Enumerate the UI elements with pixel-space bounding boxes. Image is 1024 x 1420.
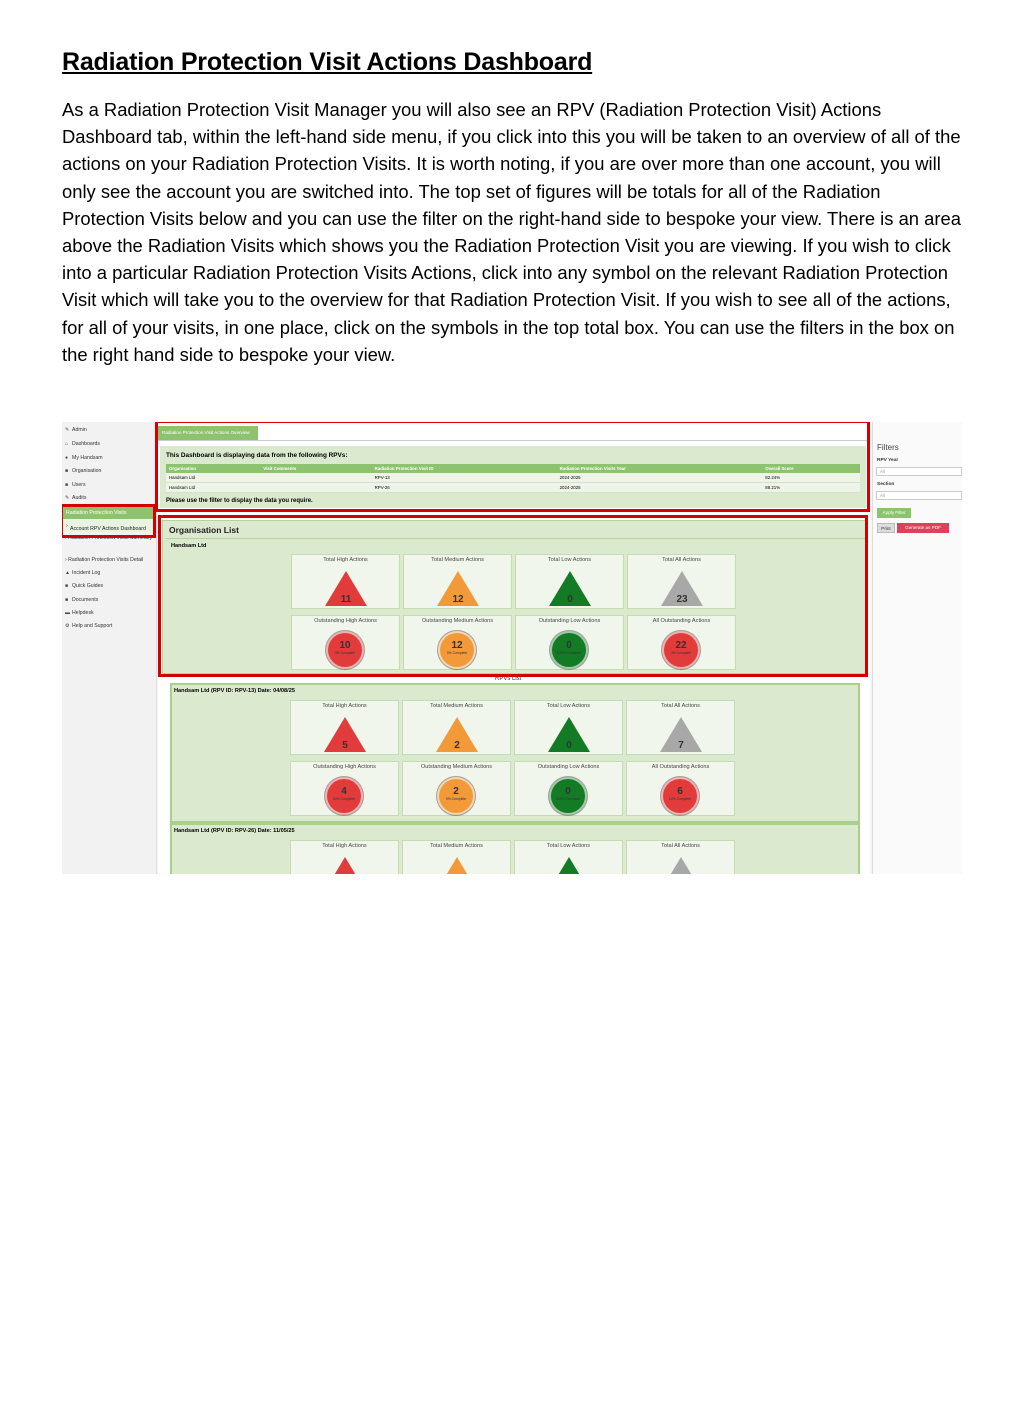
outstanding-count: 4 bbox=[341, 786, 347, 797]
sidebar-item-label: Incident Log bbox=[72, 570, 101, 576]
outstanding-count: 22 bbox=[675, 640, 687, 651]
action-count: 23 bbox=[676, 594, 688, 605]
card-label: Total High Actions bbox=[322, 843, 367, 849]
sidebar-item-organisation[interactable] bbox=[65, 468, 101, 475]
outstanding-action-card[interactable] bbox=[402, 761, 511, 816]
status-circle-icon[interactable] bbox=[549, 777, 587, 815]
triangle-shape bbox=[548, 857, 590, 874]
document-body-text: As a Radiation Protection Visit Manager you will also see an RPV (Radiation Protection Visit) Actions Dashboard tab, within the left-hand side menu, if you click into this you will be taken to an overview of all of the actions on your Radiation Protection Visits. It is worth noting, if you are over more than one account, you will only see the account you are switched into. The top set of figures will be totals for all of the Radiation Protection Visits below and you can use the filter on the right-hand side to bespoke your view. There is an area above the Radiation Visits which shows you the Radiation Protection Visit you are viewing. If you wish to click into a particular Radiation Protection Visits Actions, click into any symbol on the relevant Radiation Protection Visit which will take you to the overview for that Radiation Protection Visit. If you wish to see all of the actions, for all of your visits, in one place, click on the symbols in the top total box. You can use the filters in the box on the right hand side to bespoke your view. bbox=[62, 99, 961, 365]
action-total-card[interactable] bbox=[626, 840, 735, 874]
table-cell: 2024-2025 bbox=[557, 473, 763, 483]
table-header[interactable]: Overall Score bbox=[762, 464, 860, 473]
rpv-panel-rpv-26 bbox=[170, 823, 860, 874]
users-icon: ■ bbox=[65, 482, 69, 488]
sidebar-item-label: Radiation Protection Visits bbox=[66, 510, 127, 516]
card-label: Total Low Actions bbox=[546, 843, 591, 849]
card-label: Total All Actions bbox=[661, 703, 700, 709]
action-count: 0 bbox=[566, 740, 572, 751]
sidebar-item-label: Helpdesk bbox=[72, 610, 94, 616]
highlight-rpv-box bbox=[155, 422, 870, 512]
card-label: All Outstanding Actions bbox=[652, 618, 711, 624]
rpv-year-select[interactable]: All bbox=[876, 467, 962, 476]
card-label: Total Medium Actions bbox=[430, 703, 483, 709]
action-count: 0 bbox=[567, 594, 573, 605]
table-header[interactable]: Visit Comments bbox=[260, 464, 371, 473]
generate-pdf-button[interactable]: Generate as PDF bbox=[897, 523, 949, 533]
sidebar-item-label: Admin bbox=[72, 427, 87, 433]
completion-text: 100% Complete bbox=[556, 651, 582, 655]
table-cell: 82.24% bbox=[762, 473, 860, 483]
table-cell: RPV-26 bbox=[372, 483, 557, 493]
wrench-icon: ✎ bbox=[65, 427, 70, 433]
rpv-panel-rpv-13 bbox=[170, 683, 860, 823]
filters-panel bbox=[872, 422, 962, 874]
sidebar-item-my-handsam[interactable] bbox=[65, 455, 103, 462]
action-count: 12 bbox=[452, 594, 464, 605]
triangle-shape bbox=[436, 857, 478, 874]
apply-filter-button[interactable]: Apply Filter bbox=[877, 508, 911, 518]
action-count: 11 bbox=[340, 594, 352, 605]
action-total-card[interactable] bbox=[514, 700, 623, 755]
sidebar-item-users[interactable] bbox=[65, 482, 86, 489]
gear-icon: ⚙ bbox=[65, 623, 70, 629]
warning-triangle-icon[interactable] bbox=[323, 855, 367, 874]
sidebar-item-label: Organisation bbox=[72, 468, 102, 474]
sidebar-item-incident-log[interactable] bbox=[65, 570, 100, 577]
organisation-name: Handsam Ltd bbox=[171, 543, 207, 549]
card-label: Outstanding Medium Actions bbox=[421, 618, 494, 624]
warning-triangle-icon[interactable] bbox=[547, 715, 591, 753]
sidebar-item-dashboards[interactable] bbox=[65, 441, 100, 448]
warning-triangle-icon[interactable] bbox=[323, 715, 367, 753]
warning-triangle-icon[interactable] bbox=[435, 855, 479, 874]
completion-text: 14% Complete bbox=[668, 797, 692, 801]
table-header[interactable]: Radiation Protection Visits Year bbox=[557, 464, 763, 473]
outstanding-action-card[interactable] bbox=[626, 761, 735, 816]
action-total-card[interactable] bbox=[290, 840, 399, 874]
card-label: Total High Actions bbox=[323, 557, 368, 563]
card-label: Outstanding High Actions bbox=[313, 764, 376, 770]
action-total-card[interactable] bbox=[402, 700, 511, 755]
triangle-shape bbox=[324, 857, 366, 874]
sidebar-item-helpdesk[interactable] bbox=[65, 610, 94, 617]
card-label: Outstanding High Actions bbox=[314, 618, 377, 624]
warning-triangle-icon[interactable] bbox=[435, 715, 479, 753]
sidebar-item-label: Dashboards bbox=[72, 441, 100, 447]
sidebar-item-label: Quick Guides bbox=[72, 583, 104, 589]
card-label: Outstanding Low Actions bbox=[537, 764, 600, 770]
filter-note: Please use the filter to display the data you require. bbox=[166, 498, 313, 504]
rpv-year-label: RPV Year bbox=[877, 458, 899, 463]
outstanding-count: 6 bbox=[677, 786, 683, 797]
filters-title: Filters bbox=[877, 443, 899, 452]
sidebar-item-label: My Handsam bbox=[72, 455, 103, 461]
sidebar-item-label: Documents bbox=[72, 597, 99, 603]
sidebar-item-rpv-detail[interactable]: › Radiation Protection Visits Detail bbox=[65, 557, 144, 563]
home-icon: ⌂ bbox=[65, 441, 69, 447]
section-select[interactable]: All bbox=[876, 491, 962, 500]
completion-text: 4% Complete bbox=[670, 651, 692, 655]
completion-text: 0% Complete bbox=[446, 651, 468, 655]
highlight-organisation-panel bbox=[158, 515, 868, 677]
print-button[interactable]: Print bbox=[877, 523, 895, 533]
warning-triangle-icon[interactable] bbox=[659, 715, 703, 753]
dashboard-screenshot bbox=[62, 422, 962, 874]
card-label: Total Medium Actions bbox=[431, 557, 484, 563]
left-sidebar bbox=[62, 422, 157, 874]
action-total-card[interactable] bbox=[290, 700, 399, 755]
table-cell: Handsam Ltd bbox=[166, 473, 260, 483]
document-title: Radiation Protection Visit Actions Dashboard bbox=[62, 48, 593, 76]
sidebar-item-label: › Account RPV Actions Dashboard bbox=[66, 523, 146, 532]
triangle-shape bbox=[660, 857, 702, 874]
card-label: Total All Actions bbox=[662, 557, 701, 563]
sidebar-item-help-and-support[interactable] bbox=[65, 623, 112, 630]
rpv-source-heading: This Dashboard is displaying data from the following RPVs: bbox=[166, 452, 348, 459]
table-header[interactable]: Radiation Protection Visit ID bbox=[372, 464, 557, 473]
folder-icon: ■ bbox=[65, 597, 69, 603]
rpv-panel-title: Handsam Ltd (RPV ID: RPV-26) Date: 11/05/25 bbox=[174, 828, 295, 834]
table-cell: Handsam Ltd bbox=[166, 483, 260, 493]
action-count: 7 bbox=[678, 740, 684, 751]
table-cell: 88.21% bbox=[762, 483, 860, 493]
card-label: Total All Actions bbox=[661, 843, 700, 849]
briefcase-icon: ■ bbox=[65, 468, 69, 474]
warning-triangle-icon[interactable] bbox=[547, 855, 591, 874]
completion-text: 9% Complete bbox=[334, 651, 356, 655]
action-total-card[interactable] bbox=[514, 840, 623, 874]
action-count: 5 bbox=[342, 740, 348, 751]
completion-text: 100% Complete bbox=[555, 797, 581, 801]
table-cell: 2024-2025 bbox=[557, 483, 763, 493]
outstanding-action-card[interactable] bbox=[514, 761, 623, 816]
warning-icon: ▲ bbox=[65, 570, 70, 576]
highlight-sidebar-item bbox=[62, 504, 156, 538]
warning-triangle-icon[interactable] bbox=[659, 855, 703, 874]
card-label: Outstanding Medium Actions bbox=[420, 764, 493, 770]
outstanding-count: 0 bbox=[565, 786, 571, 797]
sidebar-item-documents[interactable] bbox=[65, 597, 98, 604]
card-label: Total Low Actions bbox=[547, 557, 592, 563]
action-count: 2 bbox=[454, 740, 460, 751]
status-circle-icon[interactable] bbox=[325, 777, 363, 815]
table-header[interactable]: Organisation bbox=[166, 464, 260, 473]
organisation-list-title: Organisation List bbox=[169, 525, 239, 535]
outstanding-action-card[interactable] bbox=[290, 761, 399, 816]
outstanding-count: 10 bbox=[339, 640, 351, 651]
user-icon: ● bbox=[65, 455, 69, 461]
card-label: Total Low Actions bbox=[546, 703, 591, 709]
completion-text: 0% Complete bbox=[445, 797, 467, 801]
sidebar-item-audits[interactable] bbox=[65, 495, 86, 502]
sidebar-item-label: Help and Support bbox=[72, 623, 113, 629]
sidebar-item-label: Audits bbox=[72, 495, 87, 501]
completion-text: 20% Complete bbox=[332, 797, 356, 801]
sidebar-item-rpv-summary[interactable]: › Radiation Protection Visits Summary bbox=[65, 535, 153, 541]
table-cell: RPV-13 bbox=[372, 473, 557, 483]
helpdesk-icon: ▬ bbox=[65, 610, 70, 616]
sidebar-item-admin[interactable] bbox=[65, 427, 87, 434]
card-label: Outstanding Low Actions bbox=[538, 618, 601, 624]
card-label: Total High Actions bbox=[322, 703, 367, 709]
status-circle-icon[interactable] bbox=[661, 777, 699, 815]
outstanding-count: 12 bbox=[451, 640, 463, 651]
section-label: Section bbox=[877, 482, 895, 487]
tab-actions-overview[interactable]: Radiation Protection Visit Actions Overview bbox=[158, 426, 258, 440]
status-circle-icon[interactable] bbox=[437, 777, 475, 815]
rpv-panel-title: Handsam Ltd (RPV ID: RPV-13) Date: 04/08/25 bbox=[174, 688, 295, 694]
card-label: Total Medium Actions bbox=[430, 843, 483, 849]
outstanding-count: 0 bbox=[566, 640, 572, 651]
action-total-card[interactable] bbox=[626, 700, 735, 755]
action-total-card[interactable] bbox=[402, 840, 511, 874]
book-icon: ■ bbox=[65, 583, 69, 589]
outstanding-count: 2 bbox=[453, 786, 459, 797]
pencil-icon: ✎ bbox=[65, 495, 70, 501]
card-label: All Outstanding Actions bbox=[651, 764, 710, 770]
rpvs-list-label: RPVs List bbox=[495, 676, 522, 682]
sidebar-item-quick-guides[interactable] bbox=[65, 583, 103, 590]
sidebar-item-label: Users bbox=[72, 482, 86, 488]
